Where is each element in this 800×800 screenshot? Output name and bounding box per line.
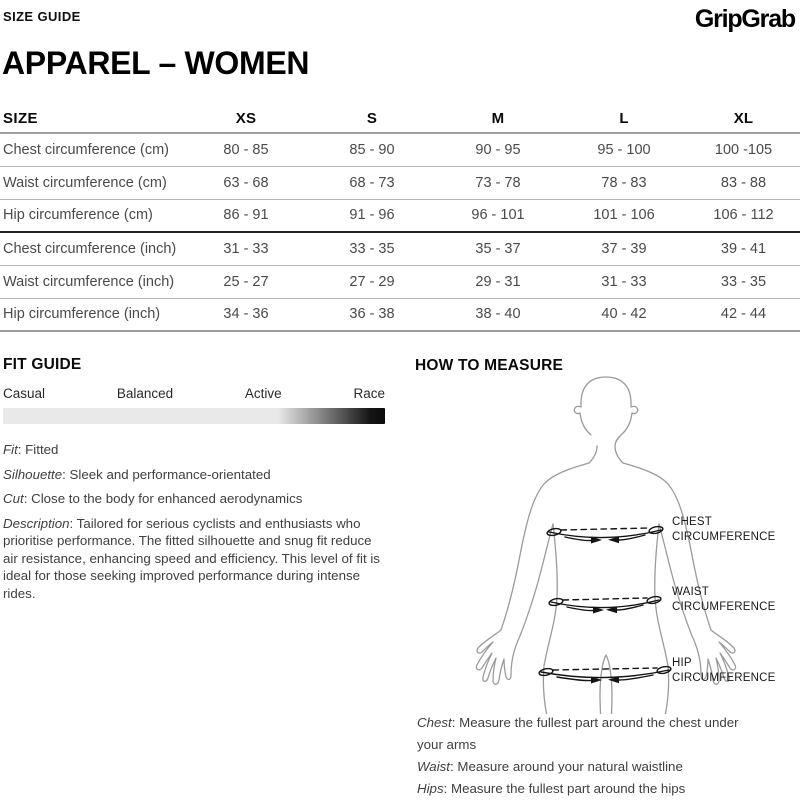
scale-label-casual: Casual [3,386,46,401]
fit-attr-label: Silhouette : [3,467,66,482]
scale-label-balanced: Balanced [116,386,174,401]
col-header-xl: XL [687,104,800,133]
cell-value: 73 - 78 [435,166,561,199]
cell-value: 80 - 85 [183,133,309,166]
cell-value: 34 - 36 [183,298,309,331]
cell-value: 31 - 33 [561,265,687,298]
row-label: Chest circumference (inch) [0,232,183,265]
instruction-text: Measure the fullest part around the hips [447,781,686,796]
size-table [0,104,800,332]
gripgrab-logo: GripGrab [694,5,795,33]
table-row [0,166,800,199]
label-line: CHEST [672,516,712,528]
table-row [0,298,800,331]
fit-attr [3,515,385,603]
fit-attr [3,490,385,508]
row-label: Waist circumference (cm) [0,166,183,199]
cell-value: 100 -105 [687,133,800,166]
fit-attr [3,441,385,459]
cell-value: 91 - 96 [309,199,435,232]
scale-label-active: Active [244,386,282,401]
table-row [0,133,800,166]
how-to-measure-heading: HOW TO MEASURE [415,357,564,374]
instruction-label: Chest : [417,715,455,730]
col-header-s: S [309,104,435,133]
fit-guide-heading: FIT GUIDE [3,356,82,373]
label-line: WAIST [672,586,709,598]
scale-label-race: Race [353,386,385,401]
cell-value: 68 - 73 [309,166,435,199]
instruction [417,778,739,800]
table-row [0,232,800,265]
hip-tape [538,665,671,683]
fit-attr [3,466,385,484]
cell-value: 95 - 100 [561,133,687,166]
label-line: CIRCUMFERENCE [672,531,776,543]
cell-value: 36 - 38 [309,298,435,331]
how-to-measure-section [415,357,800,714]
row-label: Waist circumference (inch) [0,265,183,298]
fit-scale-labels [3,386,385,401]
cell-value: 39 - 41 [687,232,800,265]
label-line: HIP [672,657,692,669]
table-row [0,265,800,298]
cell-value: 31 - 33 [183,232,309,265]
instruction [417,712,739,756]
label-line: CIRCUMFERENCE [672,672,776,684]
instruction-label: Waist : [417,759,454,774]
row-label: Chest circumference (cm) [0,133,183,166]
size-table-header-row [0,104,800,133]
cell-value: 38 - 40 [435,298,561,331]
cell-value: 27 - 29 [309,265,435,298]
waist-tape [548,595,661,613]
cell-value: 63 - 68 [183,166,309,199]
fit-attr-text: Sleek and performance-orientated [65,466,271,482]
fit-attr-text: Close to the body for enhanced aerodynamics [27,491,303,506]
fit-attr-label: Cut : [3,491,27,506]
page-title: APPAREL – WOMEN [2,45,310,81]
fit-attr-label: Fit : [3,442,21,457]
cell-value: 35 - 37 [435,232,561,265]
cell-value: 40 - 42 [561,298,687,331]
cell-value: 78 - 83 [561,166,687,199]
cell-value: 37 - 39 [561,232,687,265]
cell-value: 106 - 112 [687,199,800,232]
label-line: CIRCUMFERENCE [672,601,776,613]
hip-circumference-label [672,656,776,686]
table-row [0,199,800,232]
instruction-text: Measure the fullest part around the chest under your arms [417,715,739,752]
page-eyebrow: SIZE GUIDE [3,9,81,24]
fit-attr-text: Fitted [21,442,59,457]
cell-value: 42 - 44 [687,298,800,331]
cell-value: 33 - 35 [687,265,800,298]
cell-value: 85 - 90 [309,133,435,166]
waist-circumference-label [672,585,776,615]
cell-value: 25 - 27 [183,265,309,298]
cell-value: 96 - 101 [435,199,561,232]
col-header-xs: XS [183,104,309,133]
measurement-figure [415,372,800,714]
instruction-text: Measure around your natural waistline [453,759,683,774]
cell-value: 29 - 31 [435,265,561,298]
cell-value: 86 - 91 [183,199,309,232]
chest-tape [546,525,663,543]
fit-attributes [3,441,385,602]
cell-value: 33 - 35 [309,232,435,265]
row-label: Hip circumference (cm) [0,199,183,232]
fit-scale-gradient-bar [3,408,385,424]
instruction-label: Hips : [417,781,447,796]
instruction [417,756,739,778]
chest-circumference-label [672,515,776,545]
fit-attr-text: Tailored for serious cyclists and enthusiasts who prioritise performance. The fitted silhouette and snug fit reduce air resistance, enhancing speed and efficiency. This level of fit is ideal for those seeking improved performance during intense rides. [3,515,380,601]
col-header-l: L [561,104,687,133]
col-header-m: M [435,104,561,133]
cell-value: 101 - 106 [561,199,687,232]
cell-value: 90 - 95 [435,133,561,166]
col-header-size: SIZE [0,104,183,133]
row-label: Hip circumference (inch) [0,298,183,331]
cell-value: 83 - 88 [687,166,800,199]
measure-instructions [417,712,739,800]
fit-guide-section [3,356,385,609]
fit-attr-label: Description : [3,516,73,531]
